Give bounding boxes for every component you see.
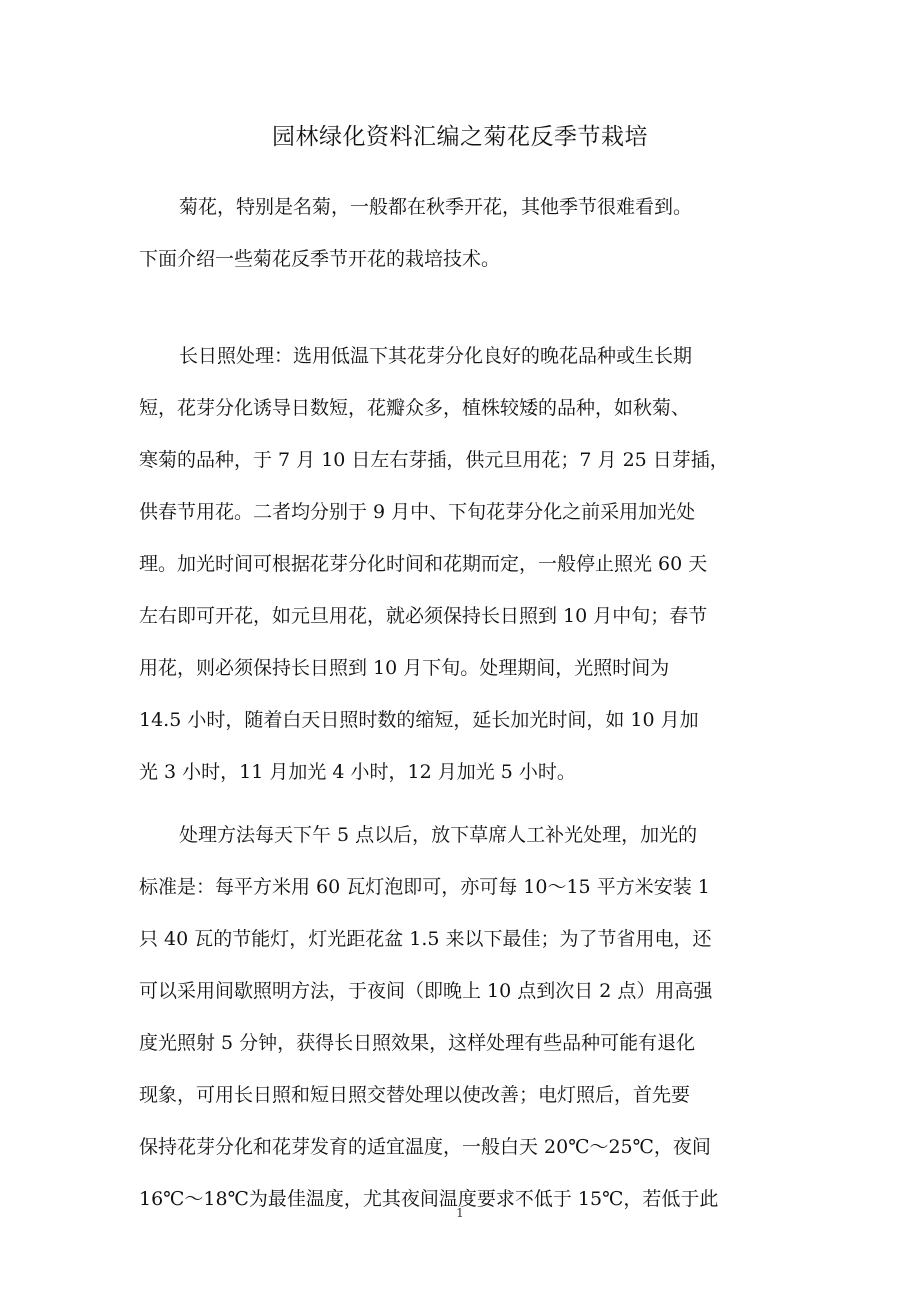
paragraph-line: 光 3 小时，11 月加光 4 小时，12 月加光 5 小时。: [139, 761, 576, 783]
paragraph-line: 左右即可开花，如元旦用花，就必须保持长日照到 10 月中旬；春节: [139, 605, 708, 627]
paragraph-line: 只 40 瓦的节能灯，灯光距花盆 1.5 来以下最佳；为了节省用电，还: [139, 928, 712, 950]
paragraph-line: 供春节用花。二者均分别于 9 月中、下旬花芽分化之前采用加光处: [139, 501, 696, 523]
paragraph-long-day-treatment: [139, 330, 789, 798]
paragraph-line: 下面介绍一些菊花反季节开花的栽培技术。: [139, 248, 501, 270]
paragraph-line: 寒菊的品种，于 7 月 10 日左右芽插，供元旦用花；7 月 25 日芽插，: [139, 449, 729, 471]
paragraph-line: 用花，则必须保持长日照到 10 月下旬。处理期间，光照时间为: [139, 657, 670, 679]
document-title: 园林绿化资料汇编之菊花反季节栽培: [272, 124, 648, 150]
paragraph-intro: [139, 181, 789, 285]
paragraph-line: 16℃～18℃为最佳温度，尤其夜间温度要求不低于 15℃，若低于此: [139, 1188, 719, 1210]
paragraph-line: 标准是：每平方米用 60 瓦灯泡即可，亦可每 10～15 平方米安装 1: [139, 876, 710, 898]
paragraph-line: 长日照处理：选用低温下其花芽分化良好的晚花品种或生长期: [179, 345, 693, 367]
paragraph-treatment-method: [139, 809, 789, 1225]
paragraph-line: 14.5 小时，随着白天日照时数的缩短，延长加光时间，如 10 月加: [139, 709, 699, 731]
page-number: 1: [456, 1206, 464, 1220]
paragraph-line: 处理方法每天下午 5 点以后，放下草席人工补光处理，加光的: [179, 824, 698, 846]
paragraph-line: 理。加光时间可根据花芽分化时间和花期而定，一般停止照光 60 天: [139, 553, 708, 575]
paragraph-line: 保持花芽分化和花芽发育的适宜温度，一般白天 20℃～25℃，夜间: [139, 1136, 711, 1158]
paragraph-line: 现象，可用长日照和短日照交替处理以使改善；电灯照后，首先要: [139, 1084, 691, 1106]
paragraph-line: 短，花芽分化诱导日数短，花瓣众多，植株较矮的品种，如秋菊、: [139, 397, 691, 419]
paragraph-line: 可以采用间歇照明方法，于夜间（即晚上 10 点到次日 2 点）用高强: [139, 980, 713, 1002]
paragraph-line: 度光照射 5 分钟，获得长日照效果，这样处理有些品种可能有退化: [139, 1032, 696, 1054]
paragraph-line: 菊花，特别是名菊，一般都在秋季开花，其他季节很难看到。: [179, 196, 693, 218]
